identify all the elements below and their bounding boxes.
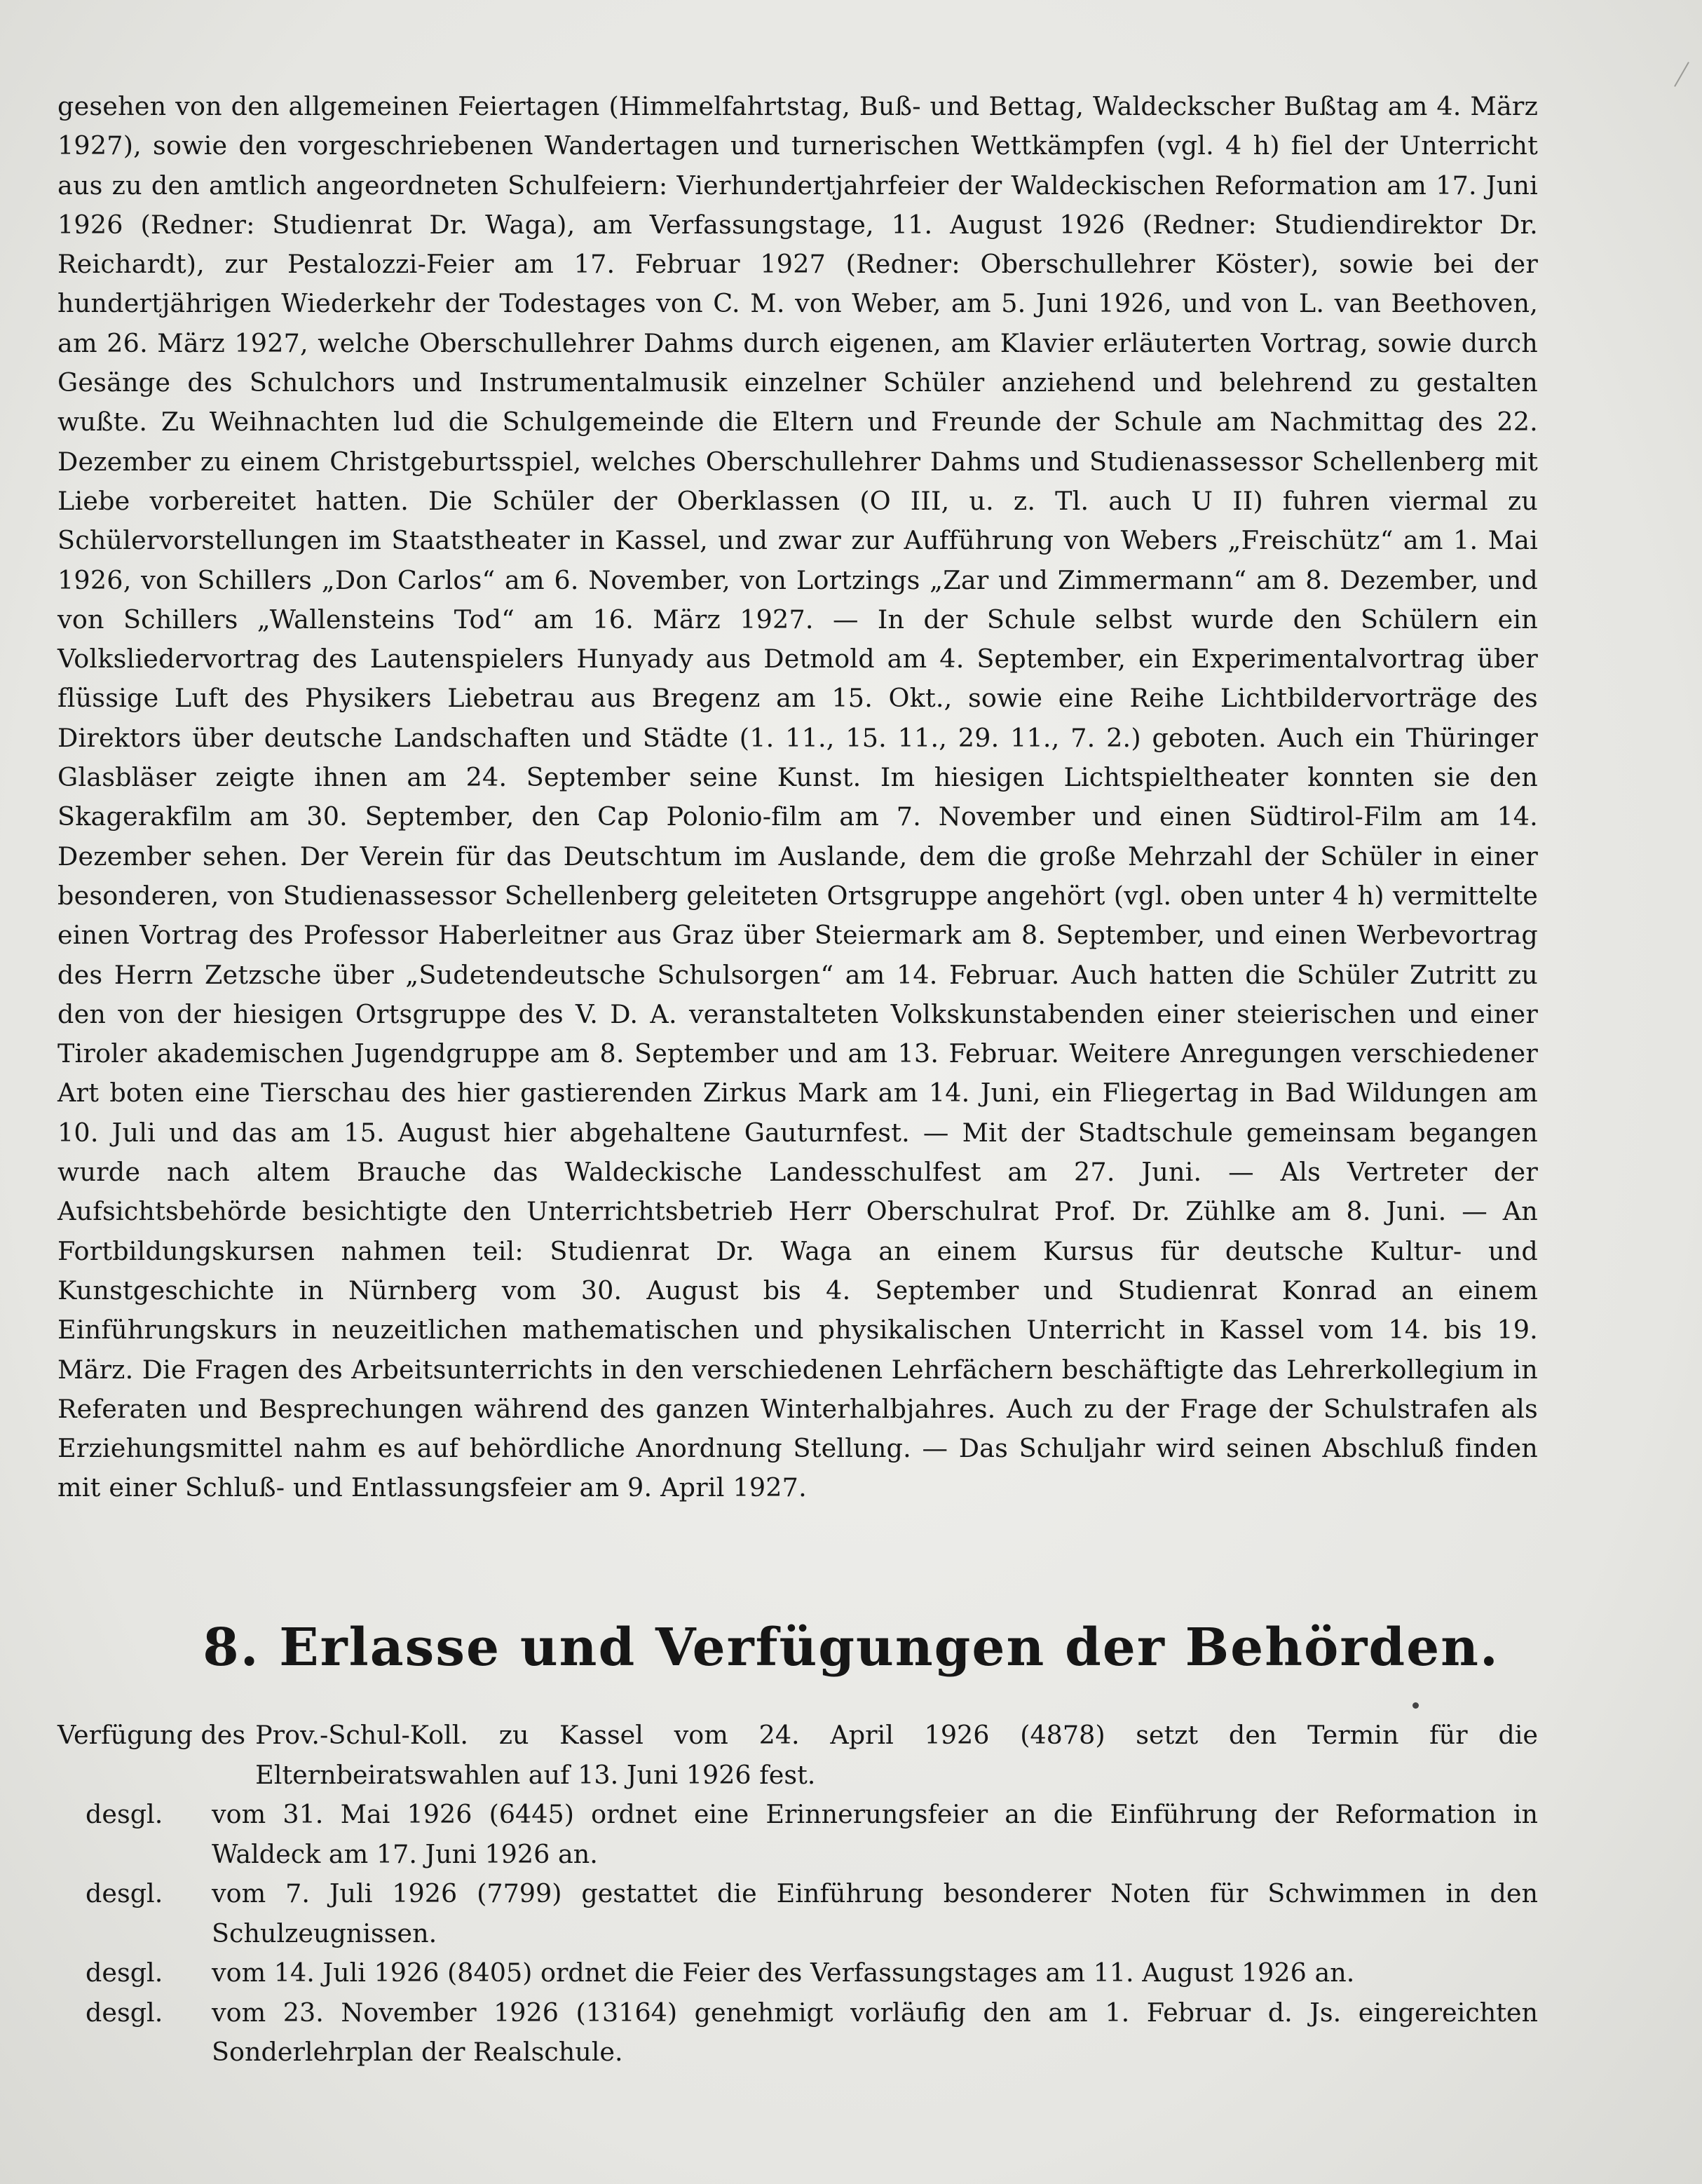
decree-item [57, 1795, 1538, 1874]
decree-text: Prov.-Schul-Koll. zu Kassel vom 24. April 1926 (4878) setzt den Termin für die Elternbeiratswahlen auf 13. Juni 1926 fest. [255, 1720, 1538, 1790]
decree-item [57, 1716, 1538, 1795]
decree-lead: desgl. [86, 1958, 163, 1988]
section-heading: 8. Erlasse und Verfügungen der Behörden. [203, 1617, 1499, 1678]
report-paragraph: gesehen von den allgemeinen Feiertagen (Himmelfahrtstag, Buß- und Bettag, Waldeckscher Bußtag am 4. März 1927), sowie den vorgeschriebenen Wandertagen und turnerischen Wettkämpfen (vgl. 4 h) fiel der Unterricht aus zu den amtlich angeordneten Schulfeiern: Vierhundertjahrfeier der Waldeckischen Reformation am 17. Juni 1926 (Redner: Studienrat Dr. Waga), am Verfassungstage, 11. August 1926 (Redner: Studiendirektor Dr. Reichardt), zur Pestalozzi-Feier am 17. Februar 1927 (Redner: Oberschullehrer Köster), sowie bei der hundertjährigen Wiederkehr der Todestages von C. M. von Weber, am 5. Juni 1926, und von L. van Beethoven, am 26. März 1927, welche Oberschullehrer Dahms durch eigenen, am Klavier erläuterten Vortrag, sowie durch Gesänge des Schulchors und Instrumentalmusik einzelner Schüler anziehend und belehrend zu gestalten wußte. Zu Weihnachten lud die Schulgemeinde die Eltern und Freunde der Schule am Nachmittag des 22. Dezember zu einem Christgeburtsspiel, welches Oberschullehrer Dahms und Studienassessor Schellenberg mit Liebe vorbereitet hatten. Die Schüler der Oberklassen (O III, u. z. Tl. auch U II) fuhren viermal zu Schülervorstellungen im Staatstheater in Kassel, und zwar zur Aufführung von Webers „Freischütz“ am 1. Mai 1926, von Schillers „Don Carlos“ am 6. November, von Lortzings „Zar und Zimmermann“ am 8. Dezember, und von Schillers „Wallensteins Tod“ am 16. März 1927. — In der Schule selbst wurde den Schülern ein Volksliedervortrag des Lautenspielers Hunyady aus Detmold am 4. September, ein Experimentalvortrag über flüssige Luft des Physikers Liebetrau aus Bregenz am 15. Okt., sowie eine Reihe Lichtbildervorträge des Direktors über deutsche Landschaften und Städte (1. 11., 15. 11., 29. 11., 7. 2.) geboten. Auch ein Thüringer Glasbläser zeigte ihnen am 24. September seine Kunst. Im hiesigen Lichtspieltheater konnten sie den Skagerakfilm am 30. September, den Cap Polonio-film am 7. November und einen Südtirol-Film am 14. Dezember sehen. Der Verein für das Deutschtum im Auslande, dem die große Mehrzahl der Schüler in einer besonderen, von Studienassessor Schellenberg geleiteten Ortsgruppe angehört (vgl. oben unter 4 h) vermittelte einen Vortrag des Professor Haberleitner aus Graz über Steiermark am 8. September, und einen Werbevortrag des Herrn Zetzsche über „Sudetendeutsche Schulsorgen“ am 14. Februar. Auch hatten die Schüler Zutritt zu den von der hiesigen Ortsgruppe des V. D. A. veranstalteten Volkskunstabenden einer steierischen und einer Tiroler akademischen Jugendgruppe am 8. September und am 13. Februar. Weitere Anregungen verschiedener Art boten eine Tierschau des hier gastierenden Zirkus Mark am 14. Juni, ein Fliegertag in Bad Wildungen am 10. Juli und das am 15. August hier abgehaltene Gauturnfest. — Mit der Stadtschule gemeinsam begangen wurde nach altem Brauche das Waldeckische Landesschulfest am 27. Juni. — Als Vertreter der Aufsichtsbehörde besichtigte den Unterrichtsbetrieb Herr Oberschulrat Prof. Dr. Zühlke am 8. Juni. — An Fortbildungskursen nahmen teil: Studienrat Dr. Waga an einem Kursus für deutsche Kultur- und Kunstgeschichte in Nürnberg vom 30. August bis 4. September und Studienrat Konrad an einem Einführungskurs in neuzeitlichen mathematischen und physikalischen Unterricht in Kassel vom 14. bis 19. März. Die Fragen des Arbeitsunterrichts in den verschiedenen Lehrfächern beschäftigte das Lehrerkollegium in Referaten und Besprechungen während des ganzen Winterhalbjahres. Auch zu der Frage der Schulstrafen als Erziehungsmittel nahm es auf behördliche Anordnung Stellung. — Das Schuljahr wird seinen Abschluß finden mit einer Schluß- und Entlassungsfeier am 9. April 1927. [57, 91, 1538, 1503]
decree-text: vom 31. Mai 1926 (6445) ordnet eine Erinnerungsfeier an die Einführung der Reformation in Waldeck am 17. Juni 1926 an. [212, 1799, 1538, 1869]
decree-item [57, 1993, 1538, 2073]
decree-lead: Verfügung des [57, 1720, 246, 1750]
report-body [57, 87, 1538, 1508]
decree-lead: desgl. [86, 1997, 163, 2028]
decree-lead: desgl. [86, 1799, 163, 1829]
decree-text: vom 23. November 1926 (13164) genehmigt vorläufig den am 1. Februar d. Js. eingereichten Sonderlehrplan der Realschule. [212, 1997, 1538, 2067]
decree-lead: desgl. [86, 1878, 163, 1908]
decree-text: vom 7. Juli 1926 (7799) gestattet die Einführung besonderer Noten für Schwimmen in den Schulzeugnissen. [212, 1878, 1538, 1948]
decree-list [57, 1716, 1538, 2073]
decree-item [57, 1953, 1538, 1993]
decree-text: vom 14. Juli 1926 (8405) ordnet die Feier des Verfassungstages am 11. August 1926 an. [212, 1958, 1355, 1988]
decree-item [57, 1874, 1538, 1953]
ink-dot [1412, 1702, 1419, 1709]
page-scratch-mark [1674, 62, 1689, 87]
